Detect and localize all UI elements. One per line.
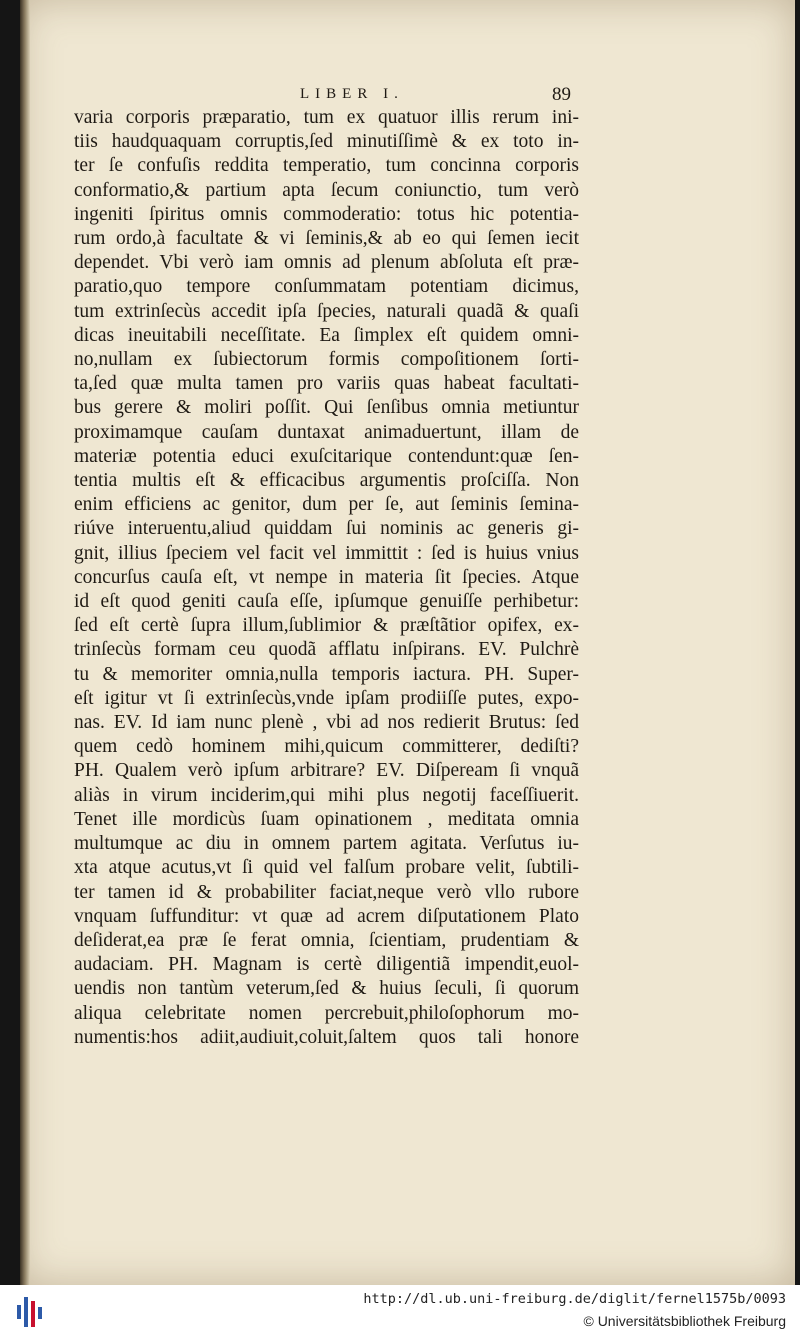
text-line: ta,ſed quæ multa tamen pro variis quas habeat facultati- (74, 373, 579, 395)
text-line: audaciam. PH. Magnam is certè diligentiã impendit,euol- (74, 954, 579, 976)
text-line: tiis haudquaquam corruptis,ſed minutiſſimè & ex toto in- (74, 131, 579, 153)
ub-freiburg-logo-icon (14, 1293, 48, 1331)
text-line: tum extrinſecùs accedit ipſa ſpecies, naturali quadã & quaſi (74, 300, 579, 322)
text-line: aliàs in virum inciderim,qui mihi plus negotij faceſſiuerit. (74, 784, 579, 806)
copyright-notice: © Universitätsbibliothek Freiburg (583, 1313, 786, 1329)
text-line: paratio,quo tempore conſummatam potentiam dicimus, (74, 276, 579, 298)
text-line: Tenet ille mordicùs ſuam opinationem , meditata omnia (74, 808, 579, 830)
text-line: ingeniti ſpiritus omnis commoderatio: totus hic potentia- (74, 203, 579, 225)
text-line: riúve interuentu,aliud quiddam ſui nominis ac generis gi- (74, 518, 579, 540)
text-line: deſiderat,ea præ ſe ferat omnia, ſcientiam, prudentiam & (74, 929, 579, 951)
text-line: no,nullam ex ſubiectorum formis compoſitionem ſorti- (74, 349, 579, 371)
text-line: gnit, illius ſpeciem vel facit vel immittit : ſed is huius vnius (74, 542, 579, 564)
text-line: nas. EV. Id iam nunc plenè , vbi ad nos redierit Brutus: ſed (74, 712, 579, 734)
text-line: proximamque cauſam duntaxat animaduertunt, illam de (74, 421, 579, 443)
text-line: varia corporis præparatio, tum ex quatuor illis rerum ini- (74, 107, 579, 128)
page-gutter-shadow (20, 0, 30, 1285)
text-line: enim efficiens ac genitor, dum per ſe, aut ſeminis ſemina- (74, 494, 579, 516)
book-page (20, 0, 795, 1285)
text-line: eſt igitur vt ſi extrinſecùs,vnde ipſam prodiiſſe putes, expo- (74, 687, 579, 709)
text-line: bus gerere & moliri poſſit. Qui ſenſibus omnia metiuntur (74, 397, 579, 419)
text-line: trinſecùs formam ceu quodã afflatu inſpirans. EV. Pulchrè (74, 639, 579, 661)
folio-number: 89 (552, 84, 571, 105)
source-url[interactable]: http://dl.ub.uni-freiburg.de/diglit/fernel1575b/0093 (363, 1291, 786, 1307)
text-line: numentis:hos adiit,audiuit,coluit,ſaltem quos tali honore (74, 1026, 579, 1048)
text-line: ter tamen id & probabiliter faciat,neque verò vllo rubore (74, 881, 579, 903)
running-title: LIBER I. (300, 86, 404, 102)
text-line: id eſt quod geniti cauſa eſſe, ipſumque genuiſſe perhibetur: (74, 591, 579, 613)
text-line: PH. Qualem verò ipſum arbitrare? EV. Diſpeream ſi vnquã (74, 760, 579, 782)
body-text (74, 106, 579, 1050)
text-line: tentia multis eſt & efficacibus argumentis proſciſſa. Non (74, 470, 579, 492)
text-line: concurſus cauſa eſt, vt nempe in materia ſit ſpecies. Atque (74, 566, 579, 588)
text-line: conformatio,& partium apta ſecum coniunctio, tum verò (74, 179, 579, 201)
viewer-footer (0, 1285, 800, 1339)
text-line: tu & memoriter omnia,nulla temporis iactura. PH. Super- (74, 663, 579, 685)
text-line: xta atque acutus,vt ſi quid vel falſum probare velit, ſubtili- (74, 857, 579, 879)
text-line: materiæ potentia educi exuſcitarique contendunt:quæ ſen- (74, 445, 579, 467)
text-line: ſed eſt certè ſupra illum,ſublimior & præſtãtior opifex, ex- (74, 615, 579, 637)
text-line: multumque ac diu in omnem partem agitata. Verſutus iu- (74, 833, 579, 855)
text-line: ter ſe confuſis reddita temperatio, tum concinna corporis (74, 155, 579, 177)
text-line: dependet. Vbi verò iam omnis ad plenum abſoluta eſt præ- (74, 252, 579, 274)
text-line: rum ordo,à facultate & vi ſeminis,& ab eo qui ſemen iecit (74, 228, 579, 250)
text-line: uendis non tantùm veterum,ſed & huius ſeculi, ſi quorum (74, 978, 579, 1000)
text-line: quem cedò hominem mihi,quicum committerer, dediſti? (74, 736, 579, 758)
text-line: dicas ineuitabili neceſſitate. Ea ſimplex eſt quidem omni- (74, 324, 579, 346)
text-line: aliqua celebritate nomen percrebuit,philoſophorum mo- (74, 1002, 579, 1024)
text-line: vnquam ſuffunditur: vt quæ ad acrem diſputationem Plato (74, 905, 579, 927)
